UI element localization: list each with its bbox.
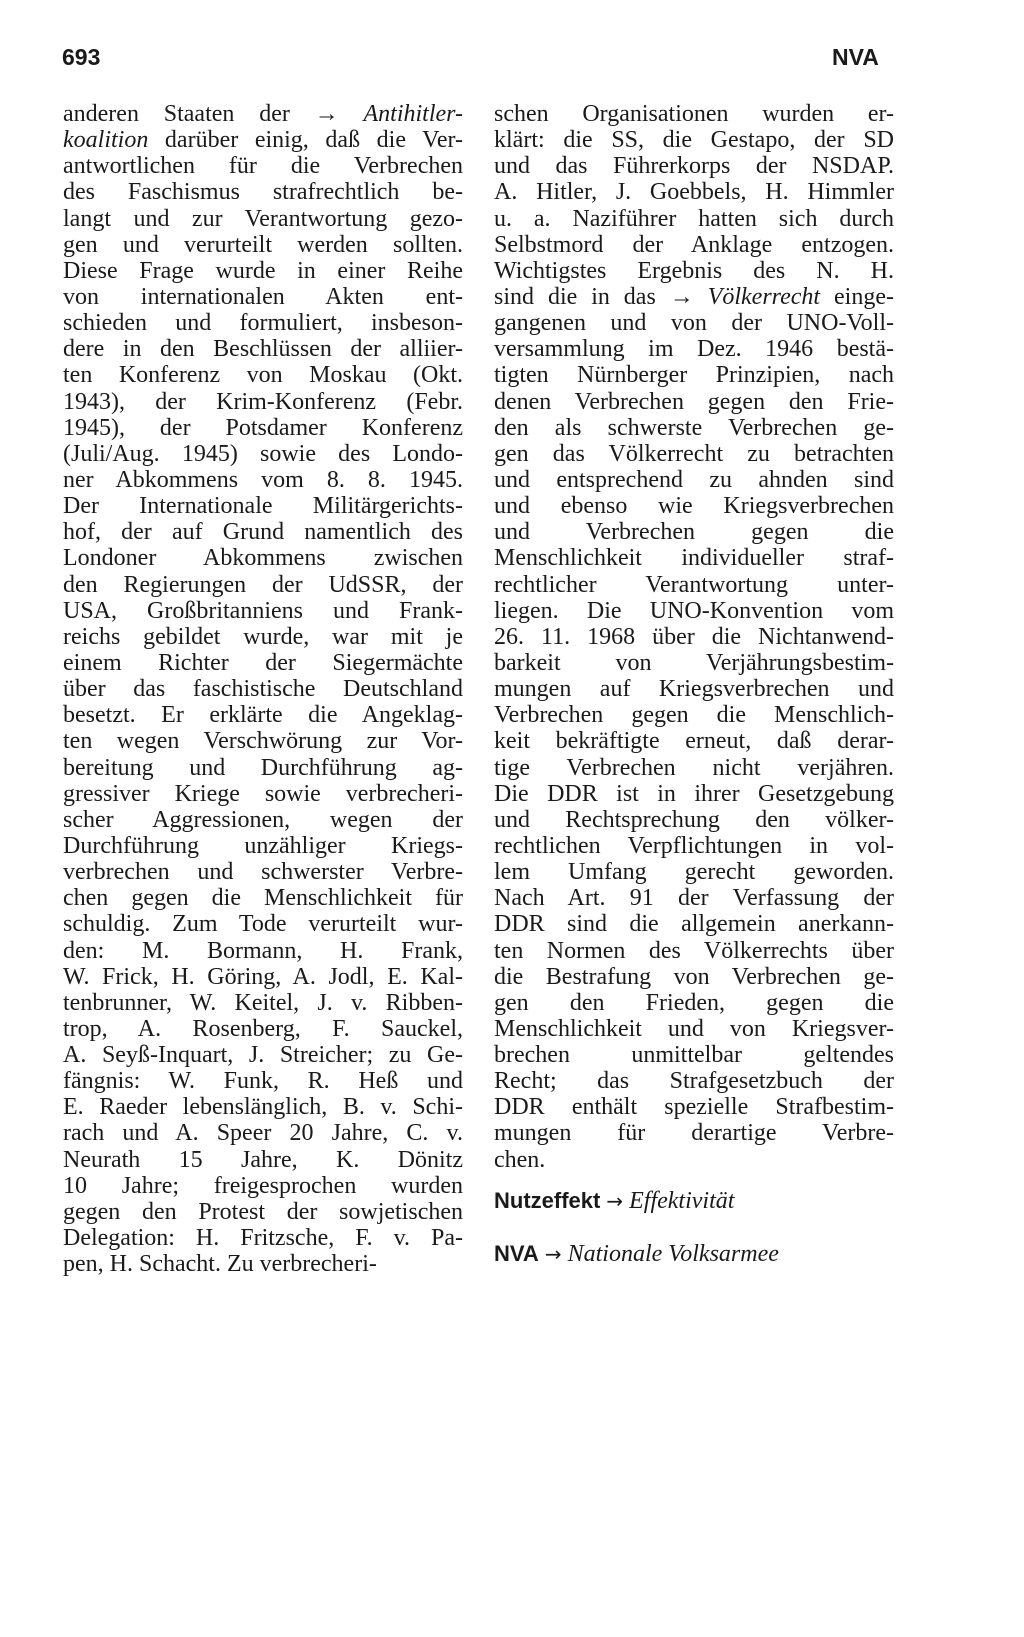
text-line: u. a. Naziführer hatten sich durch — [494, 205, 894, 232]
text-line: schuldig. Zum Tode verurteilt wur- — [63, 911, 463, 938]
cross-reference-link[interactable]: Antihitler- — [363, 101, 463, 127]
text-line: mungen für derartige Verbre- — [494, 1120, 894, 1147]
text-line: klärt: die SS, die Gestapo, der SD — [494, 127, 894, 154]
text-line: E. Raeder lebenslänglich, B. v. Schi- — [63, 1094, 463, 1121]
text-line: antwortlichen für die Verbrechen — [63, 153, 463, 180]
text-line: A. Seyß-Inquart, J. Streicher; zu Ge- — [63, 1042, 463, 1069]
text-line: die Bestrafung von Verbrechen ge- — [494, 963, 894, 990]
text-line: gen das Völkerrecht zu betrachten — [494, 440, 894, 467]
text-line: und entsprechend zu ahnden sind — [494, 466, 894, 493]
text-line: chen. — [494, 1146, 546, 1173]
text-line: rach und A. Speer 20 Jahre, C. v. — [63, 1120, 463, 1147]
text-line: den: M. Bormann, H. Frank, — [63, 937, 463, 964]
entry-term: NVA — [494, 1241, 539, 1266]
text-line: Londoner Abkommens zwischen — [63, 545, 463, 572]
text-line: Wichtigstes Ergebnis des N. H. — [494, 257, 894, 284]
text-line: Delegation: H. Fritzsche, F. v. Pa- — [63, 1225, 463, 1252]
text-line: lem Umfang gerecht geworden. — [494, 859, 894, 886]
left-text-column — [63, 101, 463, 1277]
text-line: Neurath 15 Jahre, K. Dönitz — [63, 1146, 463, 1173]
text-line: sind die in das → Völkerrecht einge- — [494, 283, 894, 310]
text-line: reichs gebildet wurde, war mit je — [63, 623, 463, 650]
text-line: Die DDR ist in ihrer Gesetzgebung — [494, 780, 894, 807]
text-line: Menschlichkeit individueller straf- — [494, 545, 894, 572]
running-head-keyword: NVA — [832, 44, 879, 70]
text-line: brechen unmittelbar geltendes — [494, 1042, 894, 1069]
text-line: tenbrunner, W. Keitel, J. v. Ribben- — [63, 989, 463, 1016]
cross-reference-link[interactable]: Völkerrecht — [707, 283, 821, 310]
text-line: keit bekräftigte erneut, daß derar- — [494, 728, 894, 755]
text-line: fängnis: W. Funk, R. Heß und — [63, 1068, 463, 1095]
cross-reference-arrow-icon: → — [606, 1189, 624, 1213]
text-line: W. Frick, H. Göring, A. Jodl, E. Kal- — [63, 963, 463, 990]
text-line: dere in den Beschlüssen der alliier- — [63, 336, 463, 363]
text-line: denen Verbrechen gegen den Frie- — [494, 388, 894, 415]
text-line: den als schwerste Verbrechen ge- — [494, 414, 894, 441]
text-line: trop, A. Rosenberg, F. Sauckel, — [63, 1015, 463, 1042]
text-line: gen und verurteilt werden sollten. — [63, 231, 463, 258]
text-line: schieden und formuliert, insbeson- — [63, 310, 463, 337]
entry-term: Nutzeffekt — [494, 1188, 601, 1213]
text-line: Nach Art. 91 der Verfassung der — [494, 885, 894, 912]
text-line: Recht; das Strafgesetzbuch der — [494, 1068, 894, 1095]
text-line: barkeit von Verjährungsbestim- — [494, 649, 894, 676]
text-line: chen gegen die Menschlichkeit für — [63, 885, 463, 912]
text-line: 26. 11. 1968 über die Nichtanwend- — [494, 623, 894, 650]
text-line: des Faschismus strafrechtlich be- — [63, 179, 463, 206]
text-line: tigten Nürnberger Prinzipien, nach — [494, 362, 894, 389]
cross-reference-link[interactable]: Effektivität — [629, 1188, 735, 1214]
text-line: Durchführung unzähliger Kriegs- — [63, 832, 463, 859]
text-line: pen, H. Schacht. Zu verbrecheri- — [63, 1251, 377, 1278]
dictionary-entry-nutzeffekt — [494, 1187, 734, 1215]
text-line: 1943), der Krim-Konferenz (Febr. — [63, 388, 463, 415]
page-number: 693 — [62, 44, 101, 70]
text-line: A. Hitler, J. Goebbels, H. Himmler — [494, 179, 894, 206]
text-line: und Verbrechen gegen die — [494, 519, 894, 546]
text-line: Menschlichkeit und von Kriegsver- — [494, 1015, 894, 1042]
text-line: Der Internationale Militärgerichts- — [63, 493, 463, 520]
text-line: und das Führerkorps der NSDAP. — [494, 153, 894, 180]
text-line: DDR enthält spezielle Strafbestim- — [494, 1094, 894, 1121]
text-line: schen Organisationen wurden er- — [494, 101, 894, 127]
text-line: bereitung und Durchführung ag- — [63, 754, 463, 781]
text-line: USA, Großbritanniens und Frank- — [63, 597, 463, 624]
text-line: besetzt. Er erklärte die Angeklag- — [63, 702, 463, 729]
text-line: einem Richter der Siegermächte — [63, 649, 463, 676]
cross-reference-link[interactable]: koalition — [63, 127, 149, 154]
text-line: langt und zur Verantwortung gezo- — [63, 205, 463, 232]
text-line: von internationalen Akten ent- — [63, 283, 463, 310]
text-line: 1945), der Potsdamer Konferenz — [63, 414, 463, 441]
text-line: rechtlichen Verpflichtungen in vol- — [494, 832, 894, 859]
text-line: verbrechen und schwerster Verbre- — [63, 859, 463, 886]
cross-reference-link[interactable]: Nationale Volksarmee — [567, 1241, 779, 1267]
text-line: gangenen und von der UNO-Voll- — [494, 310, 894, 337]
text-line: anderen Staaten der → Antihitler- — [63, 101, 463, 127]
text-line: 10 Jahre; freigesprochen wurden — [63, 1172, 463, 1199]
text-line: (Juli/Aug. 1945) sowie des Londo- — [63, 440, 463, 467]
text-line: koalition darüber einig, daß die Ver- — [63, 127, 463, 154]
text-line: DDR sind die allgemein anerkann- — [494, 911, 894, 938]
text-line: Verbrechen gegen die Menschlich- — [494, 702, 894, 729]
dictionary-entry-nva — [494, 1240, 779, 1268]
text-line: den Regierungen der UdSSR, der — [63, 571, 463, 598]
text-line: ten wegen Verschwörung zur Vor- — [63, 728, 463, 755]
text-line: und Rechtsprechung den völker- — [494, 806, 894, 833]
text-line: mungen auf Kriegsverbrechen und — [494, 676, 894, 703]
text-line: ten Normen des Völkerrechts über — [494, 937, 894, 964]
text-line: liegen. Die UNO-Konvention vom — [494, 597, 894, 624]
text-line: und ebenso wie Kriegsverbrechen — [494, 493, 894, 520]
text-line: tige Verbrechen nicht verjähren. — [494, 754, 894, 781]
text-line: Diese Frage wurde in einer Reihe — [63, 257, 463, 284]
text-line: Selbstmord der Anklage entzogen. — [494, 231, 894, 258]
text-line: über das faschistische Deutschland — [63, 676, 463, 703]
text-line: gressiver Kriege sowie verbrecheri- — [63, 780, 463, 807]
text-line: ner Abkommens vom 8. 8. 1945. — [63, 466, 463, 493]
right-text-column — [494, 101, 894, 1173]
text-line: gegen den Protest der sowjetischen — [63, 1198, 463, 1225]
text-line: versammlung im Dez. 1946 bestä- — [494, 336, 894, 363]
text-line: scher Aggressionen, wegen der — [63, 806, 463, 833]
text-line: rechtlicher Verantwortung unter- — [494, 571, 894, 598]
text-line: ten Konferenz von Moskau (Okt. — [63, 362, 463, 389]
text-line: hof, der auf Grund namentlich des — [63, 519, 463, 546]
cross-reference-arrow-icon: → — [544, 1242, 562, 1266]
text-line: gen den Frieden, gegen die — [494, 989, 894, 1016]
